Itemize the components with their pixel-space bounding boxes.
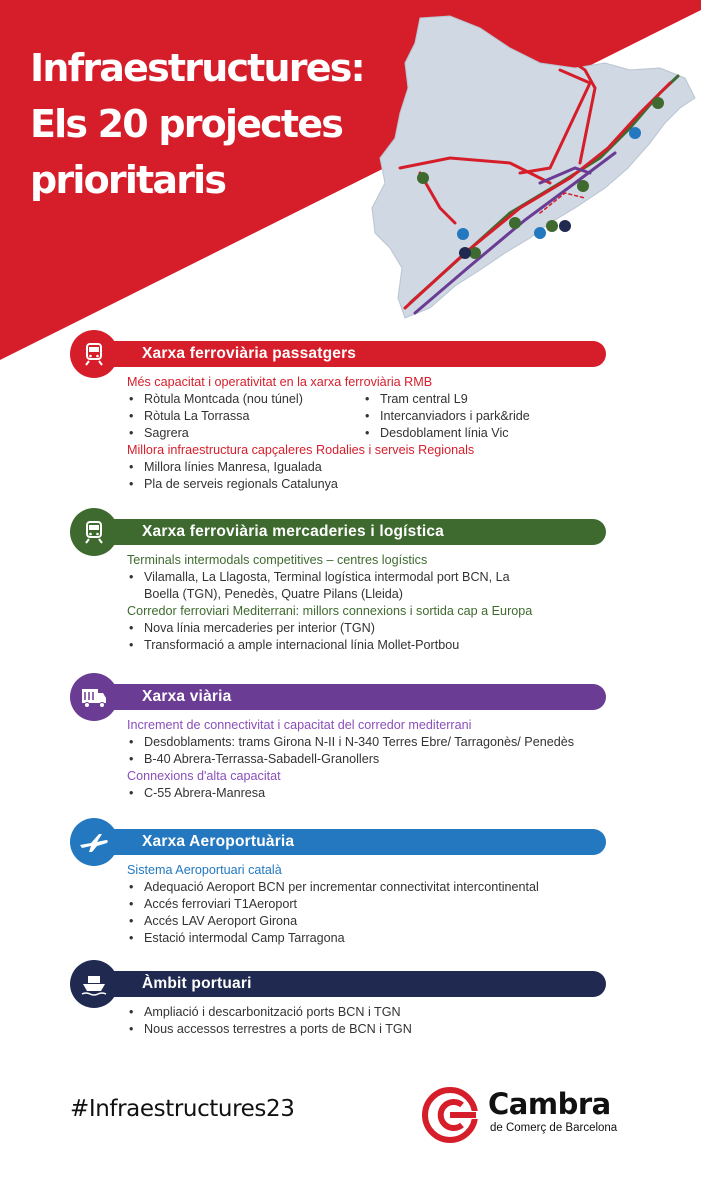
list-item: • Accés LAV Aeroport Girona [127, 913, 627, 930]
list-item: • Millora línies Manresa, Igualada [127, 459, 627, 476]
list-item: • Desdoblaments: trams Girona N-II i N-340 Terres Ebre/ Tarragonès/ Penedès [127, 734, 627, 751]
bullet-list [127, 1004, 627, 1038]
list-item: • C-55 Abrera-Manresa [127, 785, 627, 802]
title-line-1: Infraestructures: [30, 46, 364, 90]
list-item: • Desdoblament línia Vic [363, 425, 530, 442]
section-body [127, 1004, 627, 1038]
subheading: Corredor ferroviari Mediterrani: millors connexions i sortida cap a Europa [127, 604, 533, 618]
subheading: Millora infraestructura capçaleres Rodalies i serveis Regionals [127, 443, 475, 457]
logo-subtitle: de Comerç de Barcelona [490, 1122, 618, 1134]
section-title: Xarxa ferroviària mercaderies i logística [142, 523, 445, 540]
ship-icon [70, 960, 118, 1008]
section-title-bar [94, 829, 606, 855]
bullet-list [127, 879, 627, 947]
map-landmass [372, 16, 695, 318]
section-title: Xarxa ferroviària passatgers [142, 345, 357, 362]
freight-train-icon [70, 508, 118, 556]
list-item: • Vilamalla, La Llagosta, Terminal logística intermodal port BCN, La Boella (TGN), Penedès, Quatre Pilans (Lleida) [127, 569, 547, 603]
list-item: • Ampliació i descarbonització ports BCN i TGN [127, 1004, 627, 1021]
hashtag: #Infraestructures23 [70, 1096, 295, 1122]
section-title: Xarxa Aeroportuària [142, 833, 295, 850]
section-body [127, 374, 627, 493]
list-item: • Transformació a ample internacional línia Mollet-Portbou [127, 637, 627, 654]
list-item: • Ròtula La Torrassa [127, 408, 363, 425]
section-title: Àmbit portuari [142, 975, 252, 992]
list-item: • Ròtula Montcada (nou túnel) [127, 391, 363, 408]
subheading: Increment de connectivitat i capacitat del corredor mediterrani [127, 718, 472, 732]
train-icon [70, 330, 118, 378]
list-item: • Tram central L9 [363, 391, 530, 408]
list-item: • Pla de serveis regionals Catalunya [127, 476, 627, 493]
catalonia-map [360, 8, 700, 328]
bullet-list-right [363, 391, 530, 442]
title-line-2: Els 20 projectes [30, 102, 343, 146]
section-title-bar [94, 971, 606, 997]
title-line-3: prioritaris [30, 158, 226, 202]
section-title-bar [94, 519, 606, 545]
bullet-list-left [127, 391, 363, 442]
list-item: • B-40 Abrera-Terrassa-Sabadell-Granollers [127, 751, 627, 768]
subheading: Connexions d'alta capacitat [127, 769, 281, 783]
subheading: Més capacitat i operativitat en la xarxa ferroviària RMB [127, 375, 433, 389]
section-title: Xarxa viària [142, 688, 232, 705]
page-title [30, 40, 390, 208]
section-title-bar [94, 684, 606, 710]
airplane-icon [70, 818, 118, 866]
logo-name: Cambra [488, 1087, 611, 1121]
bullet-list [127, 785, 627, 802]
list-item: • Nous accessos terrestres a ports de BCN i TGN [127, 1021, 627, 1038]
list-item: • Adequació Aeroport BCN per incrementar connectivitat intercontinental [127, 879, 627, 896]
cambra-logo-icon [420, 1085, 482, 1145]
section-body [127, 862, 627, 947]
section-body [127, 717, 627, 802]
list-item: • Nova línia mercaderies per interior (TGN) [127, 620, 627, 637]
bullet-list [127, 620, 627, 654]
list-item: • Estació intermodal Camp Tarragona [127, 930, 627, 947]
list-item: • Sagrera [127, 425, 363, 442]
list-item: • Accés ferroviari T1Aeroport [127, 896, 627, 913]
subheading: Terminals intermodals competitives – centres logístics [127, 553, 428, 567]
truck-icon [70, 673, 118, 721]
cambra-logo [420, 1085, 630, 1145]
list-item: • Intercanviadors i park&ride [363, 408, 530, 425]
section-body [127, 552, 627, 654]
subheading: Sistema Aeroportuari català [127, 863, 282, 877]
bullet-list [127, 459, 627, 493]
bullet-list [127, 734, 627, 768]
section-title-bar [94, 341, 606, 367]
bullet-list [127, 569, 547, 603]
